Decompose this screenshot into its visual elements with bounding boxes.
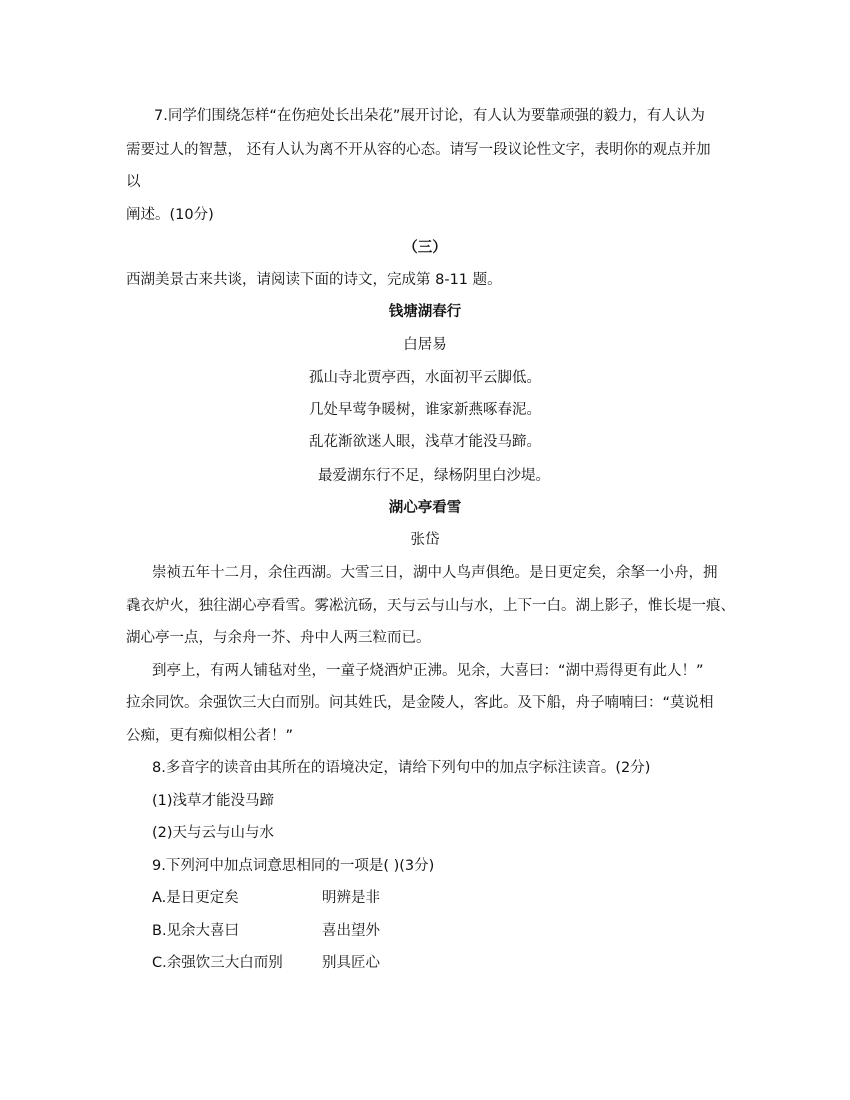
prose-author: 张岱 xyxy=(410,532,440,548)
option-b-left: B.见余大喜曰 xyxy=(152,923,240,939)
option-b-right: 喜出望外 xyxy=(322,923,380,939)
option-c-left: C.余强饮三大白而别 xyxy=(152,955,283,971)
section-heading: （三） xyxy=(403,240,447,256)
question-8-item: (2)天与云与山与水 xyxy=(152,825,275,841)
question-7-line-4: 阐述。(10分) xyxy=(126,207,214,223)
question-7-line-1: 7.同学们围绕怎样“在伤疤处长出朵花”展开讨论，有人认为要靠顽强的毅力，有人认为 xyxy=(154,108,705,124)
prose-paragraph-2-line: 拉余同饮。余强饮三大白而别。问其姓氏，是金陵人，客此。及下船，舟子喃喃曰：“莫说相 xyxy=(126,695,714,711)
poem-line: 几处早莺争暖树，谁家新燕啄春泥。 xyxy=(309,402,541,418)
option-a-right: 明辨是非 xyxy=(322,890,380,906)
prose-title: 湖心亭看雪 xyxy=(388,500,462,516)
prose-paragraph-2-line: 公痴，更有痴似相公者！” xyxy=(126,728,294,744)
question-8-item: (1)浅草才能没马蹄 xyxy=(152,793,275,809)
section-intro: 西湖美景古来共谈，请阅读下面的诗文，完成第 8-11 题。 xyxy=(126,272,502,288)
poem-author: 白居易 xyxy=(403,337,447,353)
poem-line: 乱花渐欲迷人眼，浅草才能没马蹄。 xyxy=(309,434,541,450)
option-a-left: A.是日更定矣 xyxy=(152,890,239,906)
question-8-stem: 8.多音字的读音由其所在的语境决定，请给下列句中的加点字标注读音。(2分) xyxy=(152,760,651,776)
poem-title: 钱塘湖春行 xyxy=(388,304,462,320)
prose-paragraph-1-line: 崇祯五年十二月，余住西湖。大雪三日，湖中人鸟声俱绝。是日更定矣，余拏一小舟，拥 xyxy=(152,565,718,581)
prose-paragraph-2-line: 到亭上，有两人铺毡对坐，一童子烧酒炉正沸。见余，大喜曰：“湖中焉得更有此人！” xyxy=(152,663,704,679)
question-9-stem: 9.下列河中加点词意思相同的一项是( )(3分) xyxy=(152,858,435,874)
option-c-right: 别具匠心 xyxy=(322,955,380,971)
question-7-line-3: 以 xyxy=(126,174,141,190)
prose-paragraph-1-line: 毳衣炉火，独往湖心亭看雪。雾凇沆砀，天与云与山与水，上下一白。湖上影子，惟长堤一痕、 xyxy=(126,598,735,614)
poem-line: 最爱湖东行不足，绿杨阴里白沙堤。 xyxy=(318,468,550,484)
question-7-line-2: 需要过人的智慧， 还有人认为离不开从容的心态。请写一段议论性文字，表明你的观点并加 xyxy=(126,142,711,158)
prose-paragraph-1-line: 湖心亭一点，与余舟一芥、舟中人两三粒而已。 xyxy=(126,630,431,646)
poem-line: 孤山寺北贾亭西，水面初平云脚低。 xyxy=(309,370,541,386)
